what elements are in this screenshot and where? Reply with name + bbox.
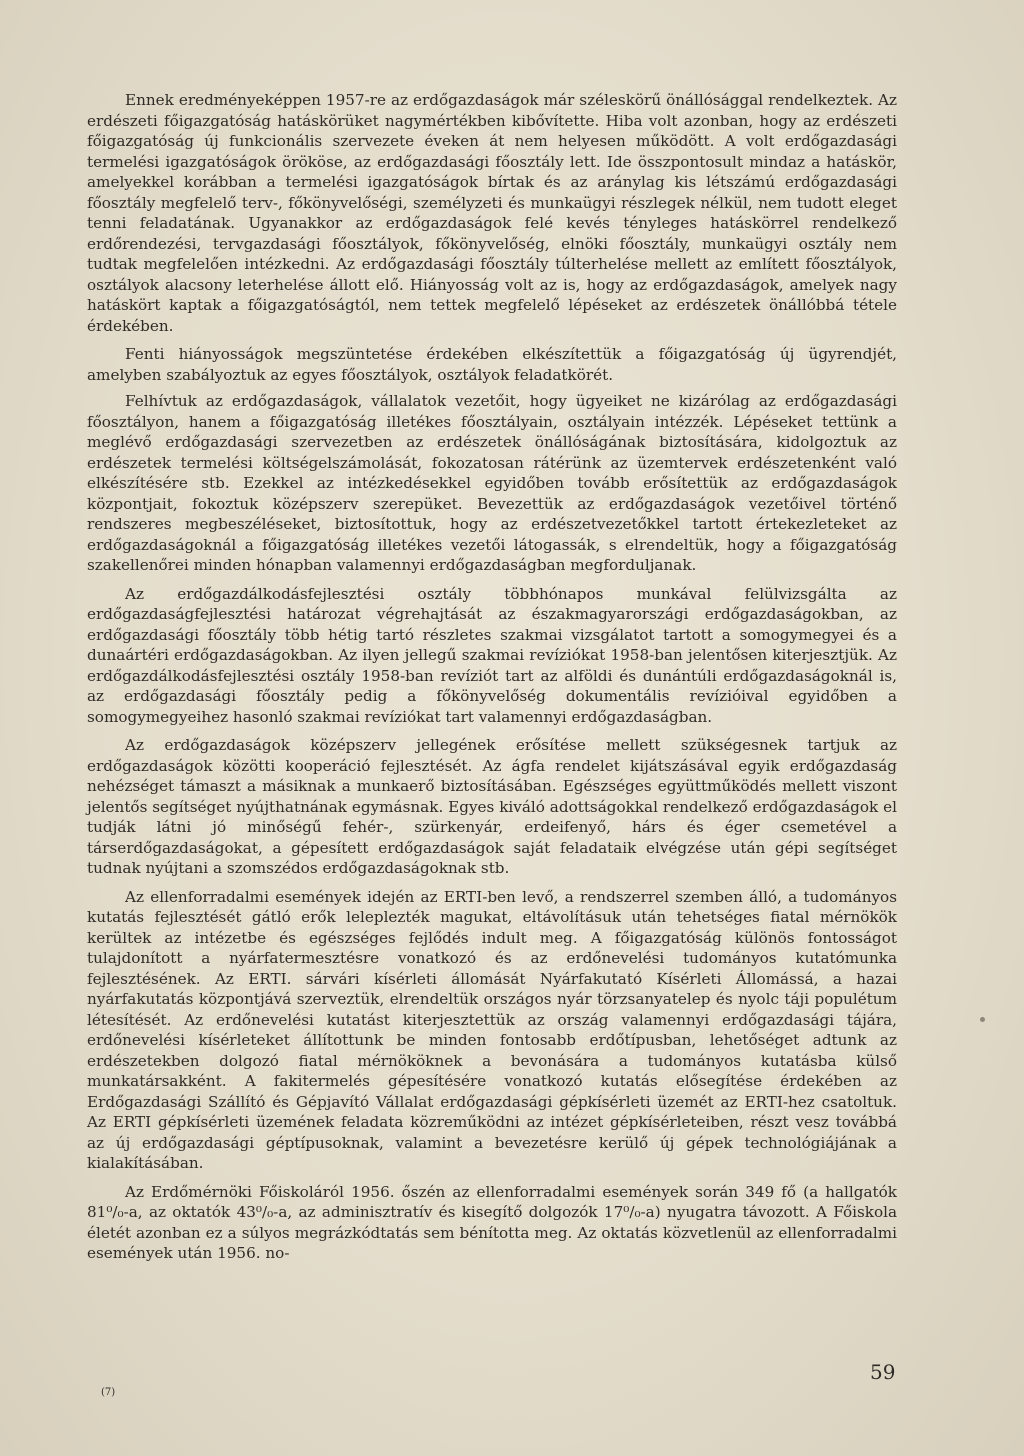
paragraph-7: Az Erdőmérnöki Főiskoláról 1956. őszén az ellenforradalmi események során 349 fő (a hallgatók 81⁰/₀-a, az oktatók 43⁰/₀-a, az adminisztratív és kisegítő dolgozók 17⁰/₀-a) nyugatra távozott. A Főiskola életét azonban ez a súlyos megrázkódtatás sem bénította meg. Az oktatás közvetlenül az ellenforradalmi események után 1956. no-	[87, 1182, 897, 1262]
paragraph-2: Fenti hiányosságok megszüntetése érdekében elkészítettük a főigazgatóság új ügyrendjét, amelyben szabályoztuk az egyes főosztályok, osztályok feladatkörét.	[87, 345, 897, 384]
paragraph-4: Az erdőgazdálkodásfejlesztési osztály többhónapos munkával felülvizsgálta az erdőgazdaságfejlesztési határozat végrehajtását az északmagyarországi erdőgazdaságokban, az erdőgazdasági főosztály több hétig tartó részletes szakmai vizsgálatot tartott a somogymegyei és a dunaártéri erdőgazdaságokban. Az ilyen jellegű szakmai revíziókat 1958-ban jelentősen kiterjesztjük. Az erdőgazdálkodásfejlesztési osztály 1958-ban revíziót tart az alföldi és dunántúli erdőgazdaságoknál is, az erdőgazdasági főosztály pedig a főkönyvelőség dokumentális revízióival egyidőben a somogymegyeihez hasonló szakmai revíziókat tart valamennyi erdőgazdaságban.	[87, 584, 897, 726]
signature-mark: (7)	[101, 1387, 116, 1398]
paper-speck	[980, 1017, 985, 1022]
page-number: 59	[870, 1360, 896, 1384]
paragraph-1: Ennek eredményeképpen 1957-re az erdőgazdaságok már széleskörű önállósággal rendelkeztek. Az erdészeti főigazgatóság hatáskörüket nagymértékben kibővítette. Hiba volt azonban, hogy az erdészeti főigazgatóság új funkcionális szervezete éveken át nem helyesen működött. A volt erdőgazdasági termelési igazgatóságok örököse, az erdőgazdasági főosztály lett. Ide összpontosult mindaz a hatáskör, amelyekkel korábban a termelési igazgatóságok bírtak és az aránylag kis létszámú erdőgazdasági főosztály megfelelő terv-, főkönyvelőségi, személyzeti és munkaügyi részlegek nélkül, nem tudott eleget tenni feladatának. Ugyanakkor az erdőgazdaságok felé kevés tényleges hatáskörrel rendelkező erdőrendezési, tervgazdasági főosztályok, főkönyvelőség, elnöki főosztály, munkaügyi osztály nem tudtak megfelelően intézkedni. Az erdőgazdasági főosztály túlterhelése mellett az említett főosztályok, osztályok alacsony leterhelése állott elő. Hiányosság volt az is, hogy az erdőgazdaságok, amelyek nagy hatáskört kaptak a főigazgatóságtól, nem tettek megfelelő lépéseket az erdészetek önállóbbá tétele érdekében.	[87, 91, 897, 335]
paragraph-5: Az erdőgazdaságok középszerv jellegének erősítése mellett szükségesnek tartjuk az erdőgazdaságok közötti kooperáció fejlesztését. Az ágfa rendelet kijátszásával egyik erdőgazdaság nehézséget támaszt a másiknak a munkaerő biztosításában. Egészséges együttműködés mellett viszont jelentős segítséget nyújthatnának egymásnak. Egyes kiváló adottságokkal rendelkező erdőgazdaságok el tudják látni jó minőségű fehér-, szürkenyár, erdeifenyő, hárs és éger csemetével a társerdőgazdaságokat, a gépesített erdőgazdaságok saját feladataik elvégzése után gépi segítséget tudnak nyújtani a szomszédos erdőgazdaságoknak stb.	[87, 736, 897, 877]
paragraph-6: Az ellenforradalmi események idején az ERTI-ben levő, a rendszerrel szemben álló, a tudományos kutatás fejlesztését gátló erők leleplezték magukat, eltávolításuk után tehetséges fiatal mérnökök kerültek az intézetbe és egészséges fejlődés indult meg. A főigazgatóság különös fontosságot tulajdonított a nyárfatermesztésre vonatkozó és az erdőnevelési tudományos kutatómunka fejlesztésének. Az ERTI. sárvári kísérleti állomását Nyárfakutató Kísérleti Állomássá, a hazai nyárfakutatás központjává szerveztük, elrendeltük országos nyár törzsanyatelep és nyolc táji populétum létesítését. Az erdőnevelési kutatást kiterjesztettük az ország valamennyi erdőgazdasági tájára, erdőnevelési kísérleteket állítottunk be minden fontosabb erdőtípusban, lehetőséget adtunk az erdészetekben dolgozó fiatal mérnököknek a bevonására a tudományos kutatásba külső munkatársakként. A fakitermelés gépesítésére vonatkozó kutatás elősegítése érdekében az Erdőgazdasági Szállító és Gépjavító Vállalat erdőgazdasági gépkísérleti üzemét az ERTI-hez csatoltuk. Az ERTI gépkísérleti üzemének feladata közreműködni az intézet gépkísérleteiben, részt vesz továbbá az új erdőgazdasági géptípusoknak, valamint a bevezetésre kerülő új gépek technológiájának a kialakításában.	[87, 887, 897, 1172]
body-text	[87, 90, 897, 1272]
paragraph-3: Felhívtuk az erdőgazdaságok, vállalatok vezetőit, hogy ügyeiket ne kizárólag az erdőgazdasági főosztályon, hanem a főigazgatóság illetékes főosztályain, osztályain intézzék. Lépéseket tettünk a meglévő erdőgazdasági szervezetben az erdészetek önállóságának biztosítására, kidolgoztuk az erdészetek termelési költségelszámolását, fokozatosan rátérünk az üzemtervek erdészetenként való elkészítésére stb. Ezekkel az intézkedésekkel egyidőben tovább erősítettük az erdőgazdaságok központjait, fokoztuk középszerv szerepüket. Bevezettük az erdőgazdaságok vezetőivel történő rendszeres megbeszéléseket, biztosítottuk, hogy az erdészetvezetőkkel tartott értekezleteket az erdőgazdaságoknál a főigazgatóság illetékes vezetői látogassák, s elrendeltük, hogy a főigazgatóság szakellenőrei minden hónapban valamennyi erdőgazdaságban megforduljanak.	[87, 392, 897, 574]
